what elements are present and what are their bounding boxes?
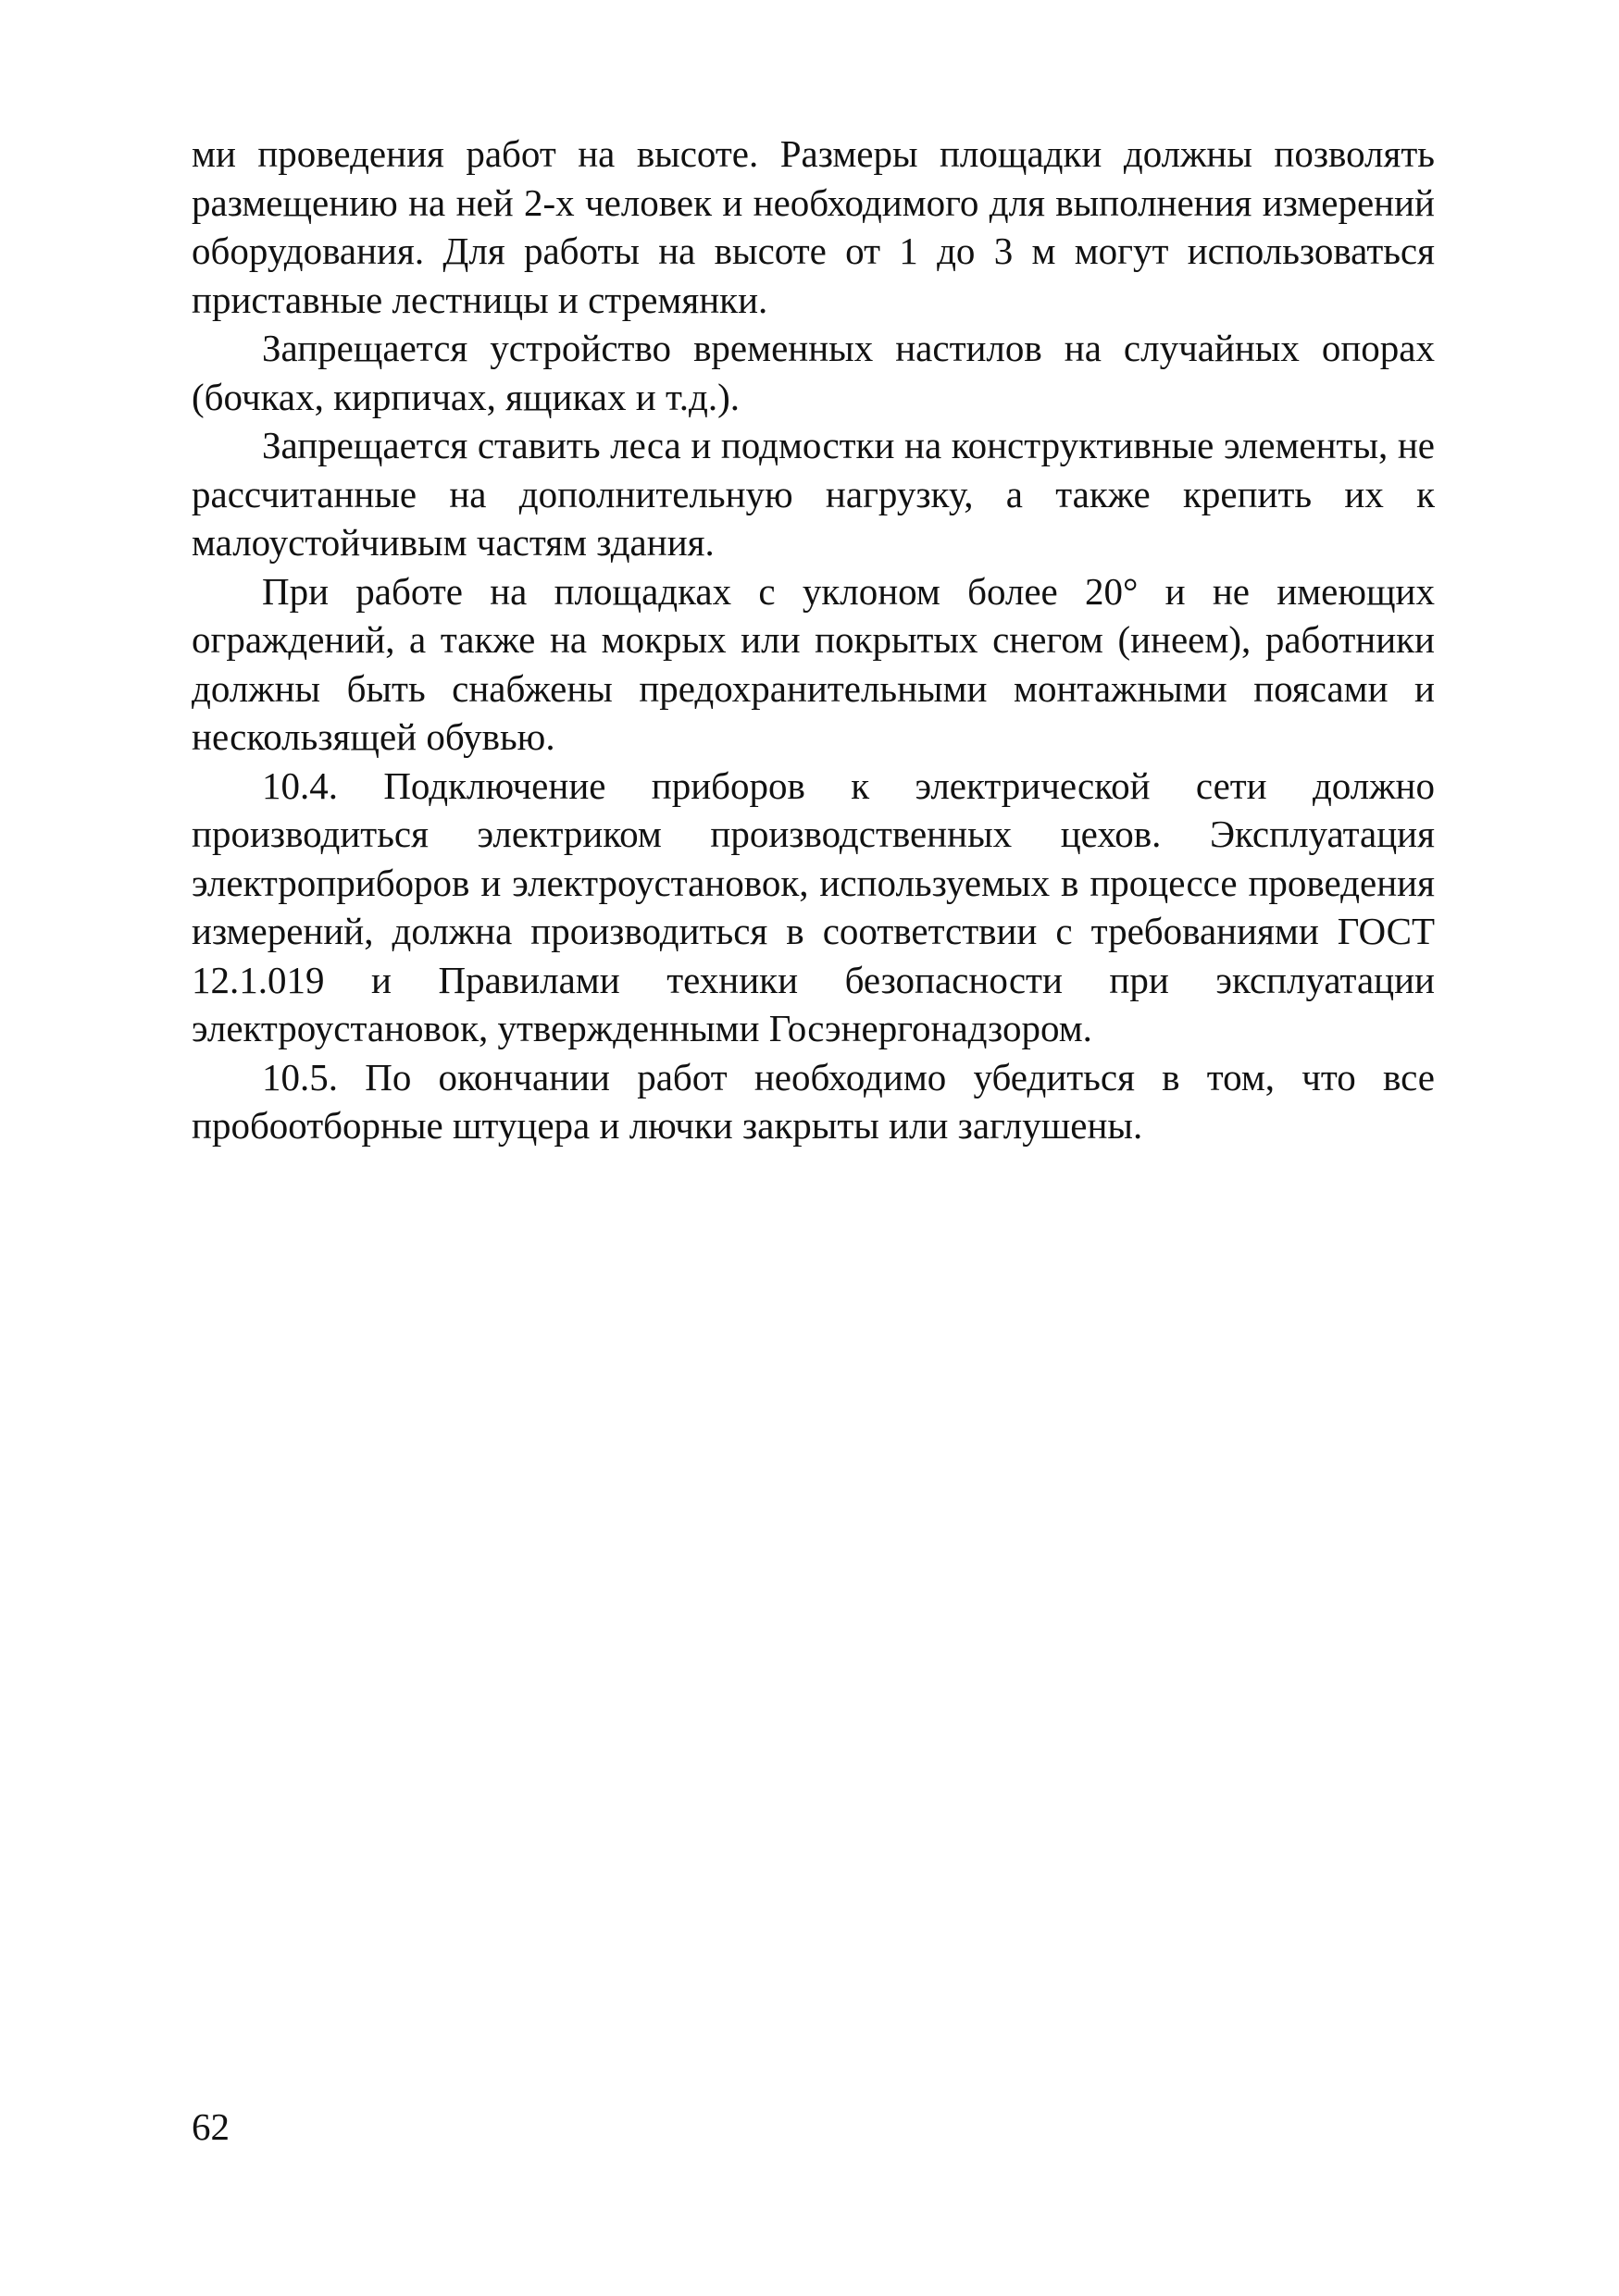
paragraph-continuation: ми проведения работ на высоте. Размеры площадки должны позволять размещению на ней 2-х человек и необходимого для выполнения измерений оборудования. Для работы на высоте от 1 до 3 м могут использоваться приставные лестницы и стремянки. <box>192 132 1435 321</box>
paragraph-10-4: 10.4. Подключение приборов к электрической сети должно производиться электриком производственных цехов. Эксплуатация электроприборов и электроустановок, используемых в процессе проведения измерений, должна производиться в соответствии с требованиями ГОСТ 12.1.019 и Правилами техники безопасности при эксплуатации электроустановок, утвержденными Госэнергонадзором. <box>192 763 1435 1049</box>
paragraph-10-5: 10.5. По окончании работ необходимо убедиться в том, что все пробоотборные штуцера и лючки закрыты или заглушены. <box>192 1055 1435 1147</box>
paragraph-temporary-decking: Запрещается устройство временных настилов на случайных опорах (бочках, кирпичах, ящиках и т.д.). <box>192 327 1435 418</box>
page-number: 62 <box>192 2105 230 2148</box>
body-text <box>192 130 1435 1150</box>
paragraph-scaffolding: Запрещается ставить леса и подмостки на конструктивные элементы, не рассчитанные на дополнительную нагрузку, а также крепить их к малоустойчивым частям здания. <box>192 424 1435 564</box>
paragraph-slope-work: При работе на площадках с уклоном более 20° и не имеющих ограждений, а также на мокрых или покрытых снегом (инеем), работники должны быть снабжены предохранительными монтажными поясами и нескользящей обувью. <box>192 569 1435 758</box>
